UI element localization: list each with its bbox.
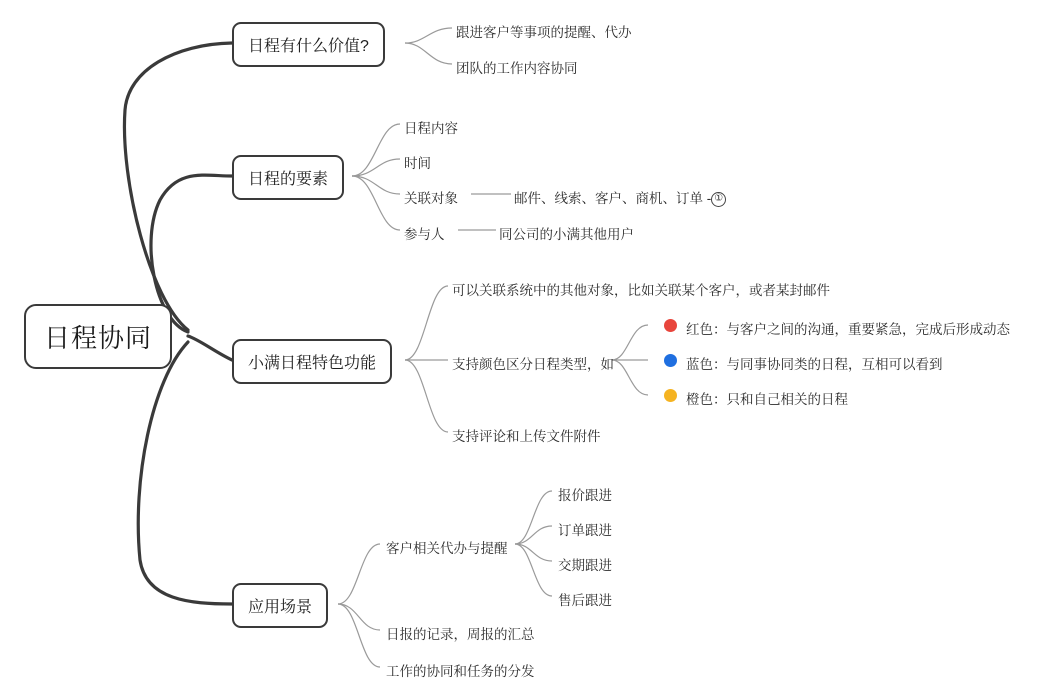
leaf-scenarios-customer-label: 客户相关代办与提醒 <box>386 541 508 556</box>
leaf-elements-content[interactable] <box>404 115 458 139</box>
leaf-elements-participants-label: 参与人 <box>404 227 445 242</box>
leaf-value-2-label: 团队的工作内容协同 <box>456 61 578 76</box>
branch-node-value[interactable] <box>232 22 385 67</box>
color-dot-red <box>664 319 677 332</box>
leaf-value-2[interactable] <box>456 55 578 79</box>
branch-node-features[interactable] <box>232 339 392 384</box>
leaf-color-blue-label: 蓝色：与同事协同类的日程，互相可以看到 <box>686 357 943 372</box>
color-dot-orange <box>664 389 677 402</box>
leaf-elements-time-label: 时间 <box>404 156 431 171</box>
leaf-scenarios-daily-label: 日报的记录，周报的汇总 <box>386 627 535 642</box>
leaf-elements-related-label: 关联对象 <box>404 191 458 206</box>
leaf-elements-related-detail[interactable] <box>514 185 726 209</box>
leaf-scenarios-quote-label: 报价跟进 <box>558 488 612 503</box>
leaf-color-red-label: 红色：与客户之间的沟通，重要紧急，完成后形成动态 <box>686 322 1010 337</box>
branch-node-elements-label: 日程的要素 <box>248 171 329 188</box>
leaf-scenarios-aftersales[interactable] <box>558 587 612 611</box>
circled-one-icon: ① <box>711 192 726 207</box>
leaf-features-relate[interactable] <box>452 277 830 301</box>
branch-node-scenarios-label: 应用场景 <box>248 599 313 616</box>
leaf-features-relate-label: 可以关联系统中的其他对象，比如关联某个客户，或者某封邮件 <box>452 283 830 298</box>
leaf-scenarios-order[interactable] <box>558 517 612 541</box>
leaf-color-orange-label: 橙色：只和自己相关的日程 <box>686 392 848 407</box>
leaf-scenarios-order-label: 订单跟进 <box>558 523 612 538</box>
leaf-scenarios-aftersales-label: 售后跟进 <box>558 593 612 608</box>
root-node[interactable] <box>24 304 172 369</box>
leaf-features-comment-label: 支持评论和上传文件附件 <box>452 429 601 444</box>
leaf-elements-time[interactable] <box>404 150 431 174</box>
leaf-scenarios-collab[interactable] <box>386 658 535 682</box>
leaf-scenarios-daily[interactable] <box>386 621 535 645</box>
root-node-label: 日程协同 <box>44 323 153 353</box>
leaf-elements-content-label: 日程内容 <box>404 121 458 136</box>
leaf-scenarios-quote[interactable] <box>558 482 612 506</box>
color-dot-blue <box>664 354 677 367</box>
leaf-scenarios-delivery[interactable] <box>558 552 612 576</box>
leaf-value-1-label: 跟进客户等事项的提醒、代办 <box>456 25 632 40</box>
leaf-elements-participants-detail[interactable] <box>499 221 634 245</box>
leaf-value-1[interactable] <box>456 19 632 43</box>
branch-node-elements[interactable] <box>232 155 344 200</box>
leaf-elements-participants-detail-label: 同公司的小满其他用户 <box>499 227 634 242</box>
leaf-features-comment[interactable] <box>452 423 601 447</box>
leaf-elements-related[interactable] <box>404 185 458 209</box>
branch-node-features-label: 小满日程特色功能 <box>248 355 377 372</box>
leaf-color-blue[interactable] <box>686 351 943 375</box>
branch-node-value-label: 日程有什么价值? <box>248 38 369 55</box>
leaf-features-colors-label: 支持颜色区分日程类型，如 <box>452 357 614 372</box>
leaf-color-orange[interactable] <box>686 386 848 410</box>
branch-node-scenarios[interactable] <box>232 583 328 628</box>
leaf-features-colors[interactable] <box>452 351 614 375</box>
leaf-scenarios-delivery-label: 交期跟进 <box>558 558 612 573</box>
leaf-elements-related-detail-label: 邮件、线索、客户、商机、订单 - <box>514 191 712 206</box>
leaf-elements-participants[interactable] <box>404 221 445 245</box>
leaf-scenarios-customer[interactable] <box>386 535 508 559</box>
leaf-scenarios-collab-label: 工作的协同和任务的分发 <box>386 664 535 679</box>
leaf-color-red[interactable] <box>686 316 1010 340</box>
